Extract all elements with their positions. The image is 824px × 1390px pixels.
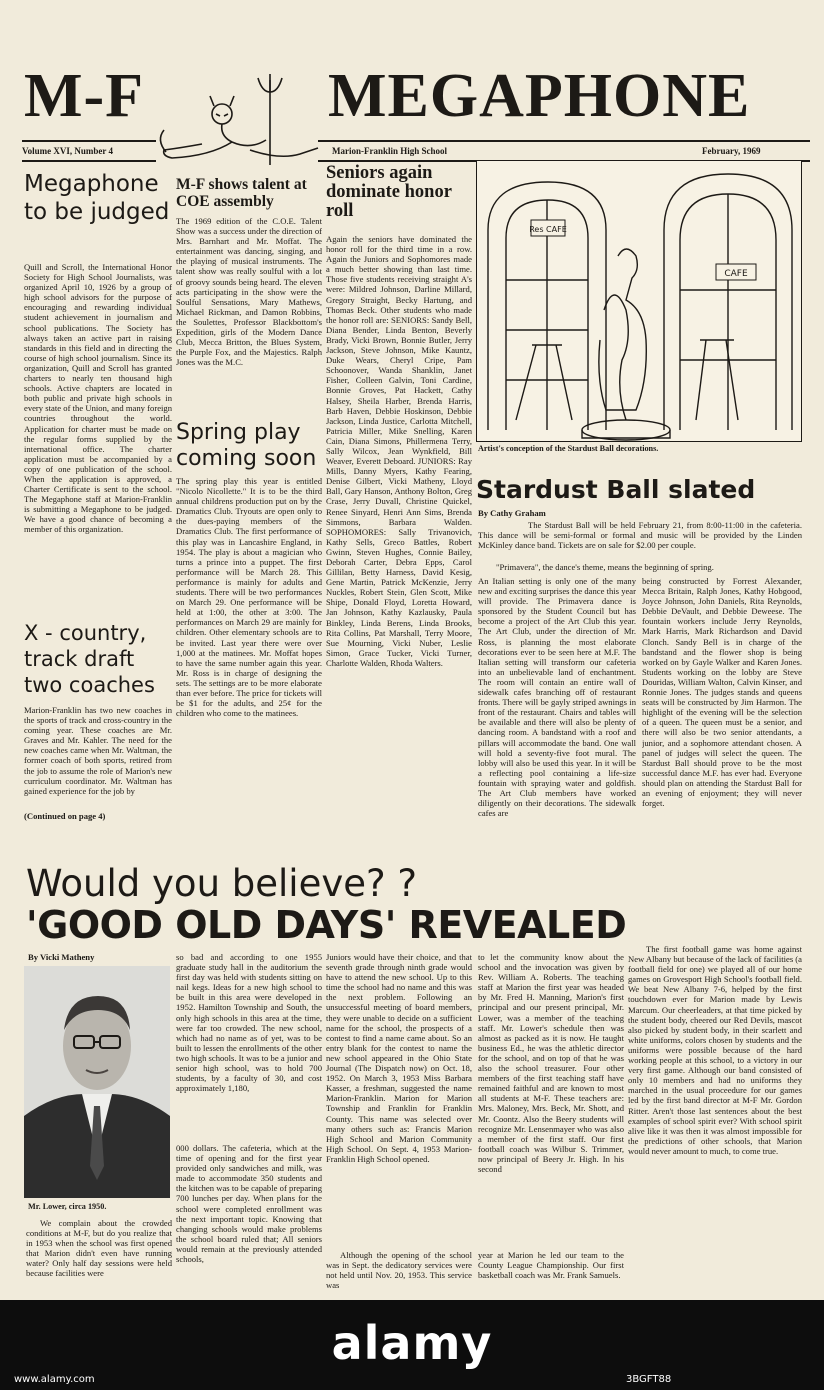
stardust-col1: An Italian setting is only one of the many new and exciting surprises the dance this year will provide. The Primavera dance is sponsored by the Student Council but has become a project of the Art Club this year. The Art Club, under the direction of Mr. Ross, is planning the most elaborate decorations ever to be seen here at M.F. The Italian setting will transform our cafeteria into an unbelievable land of enchantment. The room will contain an entire wall of sidewalk cafes branching off of restaurant fronts. There will be gayly striped awnings in front of the restaurant. Chairs and tables will be available and there will also be plenty of dancing room. A bandstand with a roof and pillars will accommodate the band. One wall will hold a seventy-five foot mural. The lobby will also be used this year. In it will be a reflecting pool containing a life-size fountain with spraying water and goldfish. The Art Club members have worked diligently on their decorations. The sidewalk cafes are <box>478 576 636 819</box>
goodold-col2b: 000 dollars. The cafeteria, which at the time of opening and for the first year provided only sandwiches and milk, was made to accommodate 350 students and the kitchen was to be capable of preparing 700 lunches per day. When plans for the school were completed enrollment was the next important topic. Knowing that changing schools would make problems the school board ruled that; All seniors would remain at the previously attended schools, <box>176 1143 322 1265</box>
goodold-col2a: so bad and according to one 1955 graduate study hall in the auditorium the first day was held with students sitting on nail kegs. Ideas for a new high school to be built in this area were developed in 1952. Hamilton Township and South, the only high schools in this area at the time, were far too crowded. The new school, which had no name as of yet, was to be built to lessen the enrollments of the other two high schools. It was to be a junior and senior high school, was to hold 700 students, by a faculty of 30, and cost approximately 1,180, <box>176 952 322 1094</box>
goodold-col5: The first football game was home against New Albany but because of the lack of facilities (a football field for one) we played all of our home games on Grovesport High School's football field. We beat New Albany 7-6, helped by the first touchdown ever for Marion made by Lewis Marcum. Our cheerleaders, at that time picked by the student body, cheered our Red Devils, mascot also picked by student body, in their scarlett and white uniforms, colors chosen by students and the uniforms were possible because of the hard working people at this school, to a victory in our very first game. Although our band consisted of only 10 members and had no uniforms they marched in the usual proceedure for our games led by the first band director at M-F Mr. Gordon Ritter. Aren't those last sentences about the best examples of school spirit ever? With school spirit alive like it was then it was almost impossible for the predictions of other schools, that Marion would never amount to much, to come true. <box>628 944 802 1156</box>
goodold-col3b: Although the opening of the school was in Sept. the dedicatory services were not held until Nov. 20, 1953. This service was <box>326 1250 472 1291</box>
honor-body: Again the seniors have dominated the honor roll for the third time in a row. Again the Juniors and Sophomores made a much better showing than last time. Those five students receiving straight A's were: Mildred Johnson, Darline Millard, Gregory Straight, Becky Hartung, and Thomas Beck. Other students who made the honor roll are: SENIORS: Sandy Bell, Diana Bender, Linda Benton, Beverly Brady, Vicki Brown, Bonnie Butler, Jerry Jackson, Steve Johnson, Mike Kauntz, Duke Wears, Cheryl Cripe, Pam Schoonover, Wanda Shanklin, Janet Fisher, Colleen Galvin, Toni Cardine, Bonnie Groves, Pat Hackett, Cathy Halsey, Sheila Harber, Brenda Harris, Barb Haven, Debbie Hoskinson, Debbie Jackson, Linda Justice, Carlotta Mitchell, Patricia Miller, Mike Snelling, Karen Cain, Diana Simons, Phillermena Terry, Sally Wilcox, Jean Wynkfield, Bill Weaver, Everett Deboard. JUNIORS: Ray Mills, Danny Myers, Kathy Fearing, Denise Gilbert, Vicki Matheny, Lloyd Ball, Gary Hanson, Anthony Bolton, Greg Crase, Jerry Duvall, Christine Quickel, Renee Sinyard, Henri Ann Sims, Brenda Simmons, Barbara Walden. SOPHOMORES: Sally Trivanovich, Kathy Sells, Greco Battles, Robert Gwinn, Steven Hughes, Connie Bailey, Deborah Carter, Debra Epps, Carol Gillilan, Betty Harness, David Kesig, Gene Martin, Patrick McKenzie, Jerry Nuckles, Robert Stein, Glen Scott, Mike Shipe, Donald Floyd, Loretta Howard, Jan Johnson, Kathy Kazlausky, Paula Binkley, Linda Berens, Linda Brooks, Rita Collins, Pat Marshall, Terry Moore, Sue Mourning, Vicki Nuber, Leslie Simon, Grace Tucker, Vicki Turner, Charlotte Walden, Rhoda Walters. <box>326 234 472 668</box>
stardust-lead: The Stardust Ball will be held February 21, from 8:00-11:00 in the cafeteria. This dance will be semi-formal or formal and music will be provided by the Linden McKinley dance band. Tickets are on sale for $2.00 per couple. <box>478 520 802 551</box>
honor-headline: Seniors again dominate honor roll <box>326 163 452 221</box>
stock-logo: alamy <box>331 1316 493 1370</box>
goodold-col3a: Juniors would have their choice, and that seventh grade through ninth grade would have to attend the new school. Up to this time the school had no name and this was the next problem. Following an unsuccessful meeting of board members, they were unable to decide on a sufficient name for the school, the prospects of a contest to find a name came about. So an entry blank for the contest to name the new school appeared in the Ohio State Journal (The Dispatch now) on Oct. 18, 1952. On March 3, 1953 Miss Barbara Kasser, a freshman, suggested the name Marion-Franklin. Marion for Marion Township and Franklin for Franklin County. This name was selected over many others such as: Francis Marion High School and Marion Community High School. On Sept. 4, 1953 Marion-Franklin High School opened. <box>326 952 472 1164</box>
stardust-headline: Stardust Ball slated <box>476 475 756 504</box>
spring-body: The spring play this year is entitled "Nicolo Nicollette." It is to be the third annual childrens production put on by the Dramatics Club. Tryouts are open only to the dues-paying members of the Dramatics Club. The first performance of this play was in Lancashire England, in 1954. The play is about a magician who turns a prince into a puppet. The first performance will be March 28. This performance is mainly for adults and students. There will be two performances on March 29. One performance will be held at 1:00, the other at 3:00. The performances on March 29 are mainly for children. Other elementary schools are to be invited. Last year there were over 1,000 at the matinees. Mr. Moffat hopes to have the same number again this year. Mr. Ross is in charge of designing the sets. The settings are to be more elaborate than ever before. The price for tickets will be $1 for the adults, and 25¢ for the children who come to the matinees. <box>176 476 322 719</box>
talent-headline: M-F shows talent at COE assembly <box>176 176 307 210</box>
judged-body: Quill and Scroll, the International Honor Society for High School Journalists, was organized April 10, 1926 by a group of high school advisors for the purpose of encouraging and rewarding individual student achievement in journalism and school publications. The Society has always taken an active part in raising standards in this field and in directing the course of high school journalism. Since its organization, Quill and Scroll has granted charters to nearly ten thousand high schools. Active chapters are located in both public and private high schools in every state of the Union, and many foreign countries throughout the world. Application for charter must be made on the regular forms supplied by the international office. The charter application must be accompanied by a copy of one publication of the school. When the application is approved, a Charter Certificate is sent to the school. The Megaphone staff at Marion-Franklin is submitting a Megaphone to be judged. We have a good chance of becoming a member of this organization. <box>24 262 172 535</box>
goodold-col4b: year at Marion he led our team to the County League Championship. Our first basketball coach was Mr. Frank Samuels. <box>478 1250 624 1281</box>
stock-image-id: 3BGFT88 <box>626 1374 672 1385</box>
issue-date: February, 1969 <box>702 146 761 156</box>
photo-caption: Mr. Lower, circa 1950. <box>28 1202 107 1211</box>
stardust-ball-illustration <box>476 160 802 442</box>
principal-photo <box>24 966 170 1198</box>
stardust-caption: Artist's conception of the Stardust Ball decorations. <box>478 444 659 453</box>
goodold-col4a: to let the community know about the school and the invocation was given by Rev. William A. Roberts. The teaching staff at Marion the first year was headed by Mr. Fred H. Manning, Marion's first principal and our present principal, Mr. Lower, was a member of the teaching staff. Mr. Lower's schedule then was almost as packed as it is now. He taught business Ed., he was the athletic director for the school, and on top of that he was also the school treasurer. Four other members of the first teaching staff have remained faithful and are known to most all students at M-F. These teachers are: Mrs. Maloney, Mrs. Beck, Mr. Shott, and Mr. Coontz. Also the Beery students will recognize Mr. Lensenmayer who was also a member of the first staff. Our first football coach was Wilbur S. Trimmer, now principal of Beery Jr. High. In his second <box>478 952 624 1174</box>
xcountry-body: Marion-Franklin has two new coaches in the sports of track and cross-country in the coming year. These coaches are Mr. Graves and Mr. Kahler. The need for the new coaches came when Mr. Waltman, the former coach of both sports, retired from the job to assume the role of Marion's new curriculum coordinator. Mr. Waltman has gained experience for the job by <box>24 705 172 796</box>
stardust-lead-theme: "Primavera", the dance's theme, means the beginning of spring. <box>496 562 714 572</box>
cafe-sign-left: Res CAFE <box>529 225 567 234</box>
volume-number: Volume XVI, Number 4 <box>22 146 114 156</box>
goodold-byline: By Vicki Matheny <box>28 952 95 962</box>
school-name: Marion-Franklin High School <box>332 146 448 156</box>
cafe-sign-right: CAFE <box>724 269 748 279</box>
stardust-byline: By Cathy Graham <box>478 508 546 518</box>
masthead-left: M-F <box>24 62 145 130</box>
stock-url: www.alamy.com <box>14 1374 95 1385</box>
goodold-col1: We complain about the crowded conditions at M-F, but do you realize that in 1953 when the school was first opened that Marion didn't even have running water? Only half day sessions were held because facilities were <box>26 1218 172 1279</box>
stardust-col2: being constructed by Forrest Alexander, Mecca Britain, Ralph Jones, Kathy Hobgood, Joyce Johnson, John Daniels, Rita Reynolds, Debbie DeVault, and Debbie Deweese. The fountain workers include Jerry Reynolds, Mark Harris, Mark Richardson and David Clonch. Sandy Bell is in charge of the bandstand and the flower shop is being worked on by Gayle Walker and Karen Jones. Students working on the lobby are Steve Douridas, William Walton, Calvin Kinser, and Ronnie Jones. The judges stands and queens seats will be constructed by Jim Harmon. The highlight of the evening will be the selection of a queen. The queen must be a senior, and there will also be two senior attendants, a junior, and a sophomore attendant chosen. A panel of judges will select the queen. The Stardust Ball should prove to be the most successful dance M.F. has ever had. Everyone should plan on attending the Stardust Ball for an evening of enjoyment; they will never forget. <box>642 576 802 809</box>
goodold-headline: 'GOOD OLD DAYS' REVEALED <box>26 903 627 947</box>
masthead-right: MEGAPHONE <box>328 62 751 130</box>
talent-body: The 1969 edition of the C.O.E. Talent Show was a success under the direction of Mrs. Barnhart and Mr. Moffat. The entertainment was dancing, singing, and the playing of musical instruments. The talent show was really soulful with a lot of groovy sounds being heard. The eleven acts participating in the show were the Soulful Sensations, Mary Mathews, Michael Rickman, and Damon Robbins, the Soulettes, Professor Blackbottom's Expedition, girls of the Modern Dance Club, Mecca Britton, the Blues System, the Purple Fox, and the Majestics. Ralph Jones was the M.C. <box>176 216 322 368</box>
devil-mascot-illustration <box>150 70 325 170</box>
xcountry-headline: X - country, track draft two coaches <box>24 621 155 697</box>
goodold-kicker: Would you believe? ? <box>26 862 418 905</box>
spring-headline: Spring play coming soon <box>176 420 317 471</box>
continued-note: (Continued on page 4) <box>24 811 106 821</box>
judged-headline: Megaphone to be judged <box>24 171 170 225</box>
